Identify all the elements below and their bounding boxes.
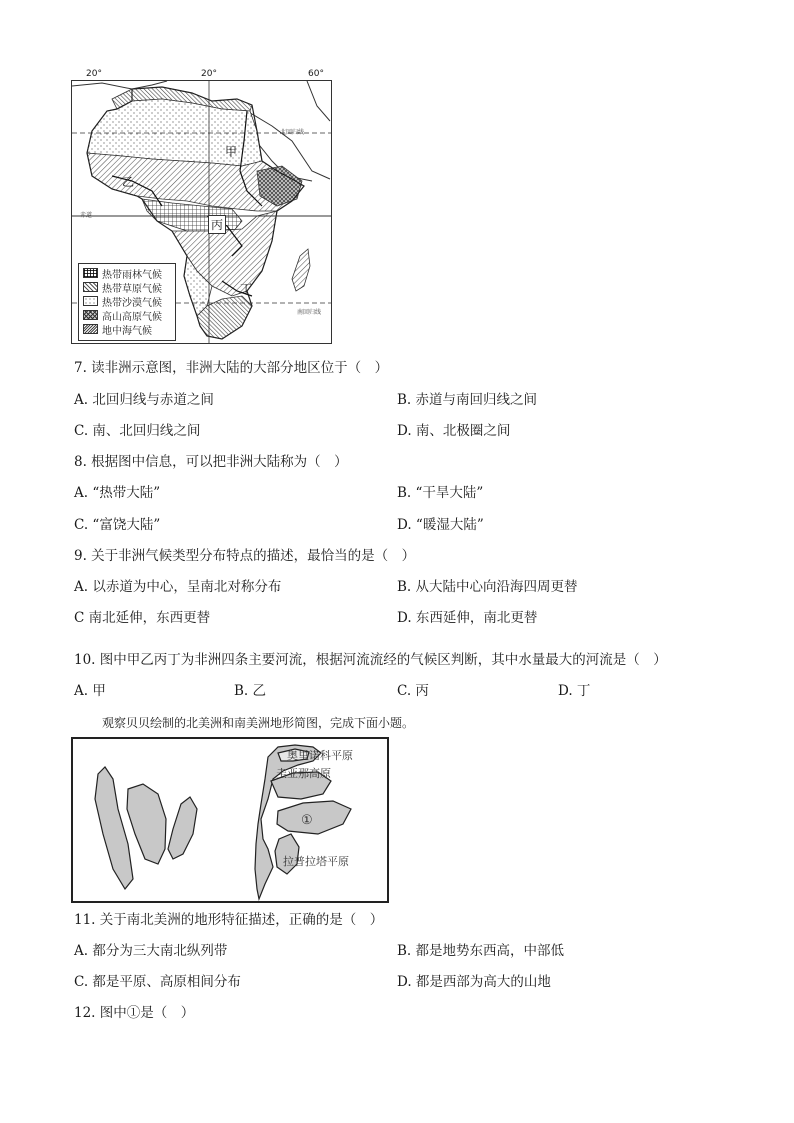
question-10-stem: 10. 图中甲乙丙丁为非洲四条主要河流，根据河流流经的气候区判断，其中水量最大的河流是（ ） bbox=[74, 652, 667, 668]
tropic-north-label: 北回归线 bbox=[280, 129, 305, 136]
label-guiana-highlands: 圭亚那高原 bbox=[276, 767, 331, 780]
legend-swatch-diagonal-dense bbox=[83, 324, 98, 334]
q7-option-d[interactable]: D. 南、北极圈之间 bbox=[397, 423, 511, 439]
map-label-ding: 丁 bbox=[240, 282, 253, 296]
americas-terrain-map bbox=[71, 737, 389, 903]
q8-option-a[interactable]: A. “热带大陆” bbox=[74, 485, 161, 501]
equator-label: 赤道 bbox=[80, 212, 93, 219]
q9-option-d[interactable]: D. 东西延伸，南北更替 bbox=[397, 610, 538, 626]
q9-option-a[interactable]: A. 以赤道为中心，呈南北对称分布 bbox=[74, 579, 282, 595]
q8-option-c[interactable]: C. “富饶大陆” bbox=[74, 517, 161, 533]
legend-item bbox=[83, 323, 152, 335]
degree-label-20w: 20° bbox=[86, 69, 102, 79]
americas-terrain-graphic bbox=[73, 739, 387, 901]
q7-option-b[interactable]: B. 赤道与南回归线之间 bbox=[397, 392, 538, 408]
q10-option-b[interactable]: B. 乙 bbox=[234, 683, 267, 699]
question-11-stem: 11. 关于南北美洲的地形特征描述，正确的是（ ） bbox=[74, 912, 384, 928]
q10-option-c[interactable]: C. 丙 bbox=[397, 683, 429, 699]
q9-option-c[interactable]: C 南北延伸，东西更替 bbox=[74, 610, 211, 626]
map-label-yi: 乙 bbox=[122, 175, 135, 189]
legend-label: 热带雨林气候 bbox=[102, 269, 162, 281]
legend-label: 热带沙漠气候 bbox=[102, 297, 162, 309]
question-9-stem: 9. 关于非洲气候类型分布特点的描述，最恰当的是（ ） bbox=[74, 548, 416, 564]
legend-item bbox=[83, 309, 162, 321]
q7-option-c[interactable]: C. 南、北回归线之间 bbox=[74, 423, 201, 439]
legend-swatch-dots bbox=[83, 296, 98, 306]
map-label-jia: 甲 bbox=[225, 145, 238, 159]
question-12-stem: 12. 图中①是（ ） bbox=[74, 1005, 195, 1021]
q10-option-a[interactable]: A. 甲 bbox=[74, 683, 106, 699]
q10-option-d[interactable]: D. 丁 bbox=[558, 683, 591, 699]
legend-swatch-diagonal bbox=[83, 282, 98, 292]
degree-label-20e: 20° bbox=[201, 69, 217, 79]
legend-label: 热带草原气候 bbox=[102, 283, 162, 295]
legend-label: 高山高原气候 bbox=[102, 311, 162, 323]
q8-option-b[interactable]: B. “干旱大陆” bbox=[397, 485, 484, 501]
label-pampas: 拉普拉塔平原 bbox=[283, 855, 349, 868]
question-7-stem: 7. 读非洲示意图，非洲大陆的大部分地区位于（ ） bbox=[74, 360, 389, 376]
legend-swatch-grid bbox=[83, 268, 98, 278]
label-region-one: ① bbox=[301, 813, 313, 828]
legend-item bbox=[83, 267, 162, 279]
section-intro: 观察贝贝绘制的北美洲和南美洲地形简图，完成下面小题。 bbox=[102, 716, 415, 730]
legend-swatch-crosshatch bbox=[83, 310, 98, 320]
q11-option-d[interactable]: D. 都是西部为高大的山地 bbox=[397, 974, 551, 990]
q11-option-a[interactable]: A. 都分为三大南北纵列带 bbox=[74, 943, 228, 959]
legend-item bbox=[83, 295, 162, 307]
degree-label-60e: 60° bbox=[308, 69, 324, 79]
map-label-bing: 丙 bbox=[208, 215, 226, 234]
q8-option-d[interactable]: D. “暖湿大陆” bbox=[397, 517, 484, 533]
question-8-stem: 8. 根据图中信息，可以把非洲大陆称为（ ） bbox=[74, 454, 348, 470]
legend-label: 地中海气候 bbox=[102, 325, 152, 337]
q11-option-b[interactable]: B. 都是地势东西高，中部低 bbox=[397, 943, 565, 959]
legend-item bbox=[83, 281, 162, 293]
q7-option-a[interactable]: A. 北回归线与赤道之间 bbox=[74, 392, 214, 408]
label-orinoco-plain: 奥里诺科平原 bbox=[287, 749, 353, 762]
q11-option-c[interactable]: C. 都是平原、高原相间分布 bbox=[74, 974, 241, 990]
q9-option-b[interactable]: B. 从大陆中心向沿海四周更替 bbox=[397, 579, 578, 595]
tropic-south-label: 南回归线 bbox=[297, 309, 322, 316]
map-legend bbox=[78, 263, 176, 341]
